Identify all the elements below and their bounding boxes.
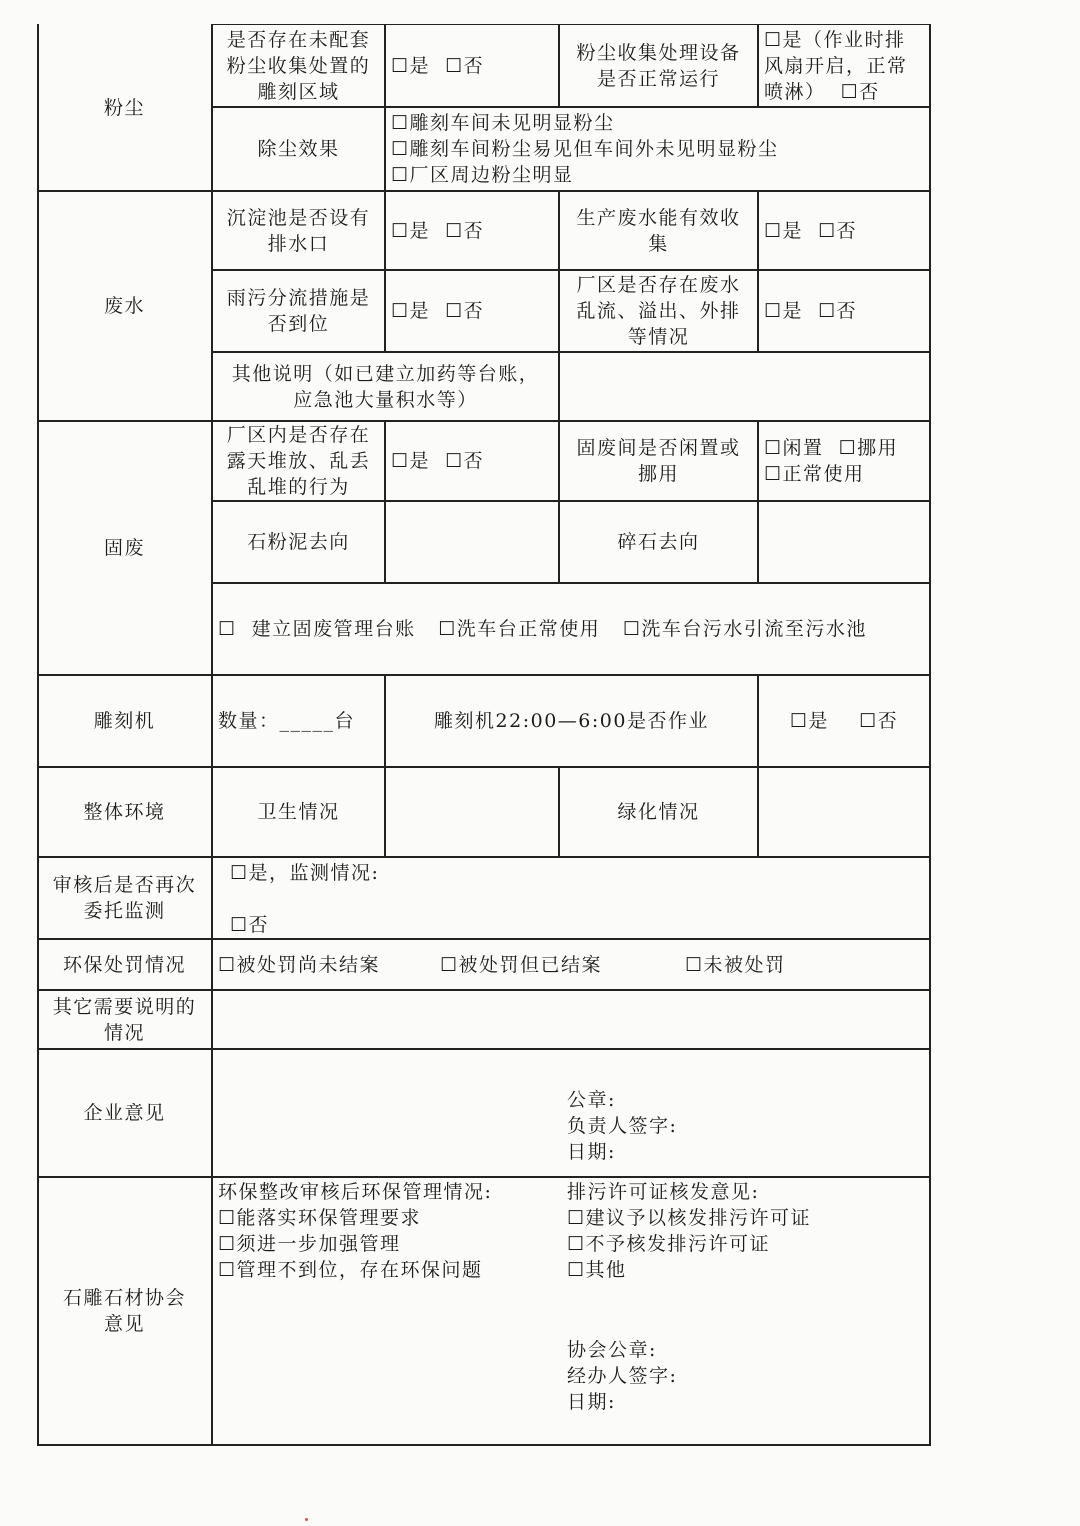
dust-uncollected-area-question: 是否存在未配套 粉尘收集处置的 雕刻区域: [226, 28, 371, 103]
penalty-closed-option[interactable]: ☐被处罚但已结案: [440, 954, 603, 976]
wastewater-collection-question: 生产废水能有效收 集: [576, 206, 741, 255]
rain-sewage-separation-options[interactable]: ☐是 ☐否: [391, 300, 485, 322]
dust-equipment-question: 粉尘收集处理设备 是否正常运行: [576, 41, 741, 90]
waste-room-usage-options[interactable]: ☐闲置 ☐挪用 ☐正常使用: [764, 437, 899, 485]
category-other-notes: 其它需要说明的 情况: [52, 995, 197, 1044]
sedimentation-outlet-options[interactable]: ☐是 ☐否: [391, 219, 485, 242]
category-dust: 粉尘: [103, 96, 145, 119]
sedimentation-outlet-question: 沉淀池是否设有 排水口: [226, 206, 371, 255]
category-re-monitoring: 审核后是否再次 委托监测: [52, 874, 197, 922]
wastewater-overflow-options[interactable]: ☐是 ☐否: [764, 300, 858, 322]
waste-room-usage-question: 固废间是否闲置或 挪用: [576, 437, 741, 485]
night-operation-question: 雕刻机22:00—6:00是否作业: [434, 710, 709, 732]
wastewater-collection-options[interactable]: ☐是 ☐否: [764, 219, 858, 242]
inspection-form-table: [37, 24, 931, 1446]
open-air-dumping-options[interactable]: ☐是 ☐否: [391, 450, 485, 472]
enterprise-signature-block: 公章: 负责人签字: 日期:: [567, 1089, 678, 1163]
association-management-status[interactable]: 环保整改审核后环保管理情况: ☐能落实环保管理要求 ☐须进一步加强管理 ☐管理不到位，存在环保问题: [218, 1181, 493, 1281]
engraving-machine-count[interactable]: 数量：_____台: [218, 710, 356, 732]
wastewater-other-notes-label: 其他说明（如已建立加药等台账， 应急池大量积水等）: [231, 362, 540, 411]
night-operation-options[interactable]: ☐是 ☐否: [789, 710, 899, 732]
penalty-none-option[interactable]: ☐未被处罚: [685, 954, 786, 976]
rain-sewage-separation-question: 雨污分流措施是 否到位: [226, 287, 371, 335]
sanitation-label: 卫生情况: [257, 801, 340, 823]
dust-uncollected-area-options[interactable]: ☐是 ☐否: [391, 54, 485, 77]
association-permit-opinion[interactable]: 排污许可证核发意见: ☐建议予以核发排污许可证 ☐不予核发排污许可证 ☐其他: [567, 1181, 812, 1281]
association-signature-block: 协会公章: 经办人签字: 日期:: [567, 1339, 678, 1413]
ink-speck: [305, 1518, 308, 1521]
stone-sludge-destination-label: 石粉泥去向: [247, 531, 350, 553]
gravel-destination-label: 碎石去向: [617, 531, 700, 553]
category-wastewater: 废水: [103, 295, 145, 317]
category-engraving-machine: 雕刻机: [93, 710, 156, 732]
dust-removal-effect-label: 除尘效果: [257, 138, 340, 160]
re-monitoring-no-option[interactable]: ☐否: [230, 914, 270, 936]
re-monitoring-yes-option[interactable]: ☐是，监测情况:: [230, 862, 380, 884]
wastewater-overflow-question: 厂区是否存在废水 乱流、溢出、外排 等情况: [576, 274, 741, 348]
category-association-opinion: 石雕石材协会 意见: [62, 1287, 186, 1335]
category-enterprise-opinion: 企业意见: [83, 1102, 166, 1124]
solid-waste-checklist[interactable]: ☐ 建立固废管理台账 ☐洗车台正常使用 ☐洗车台污水引流至污水池: [218, 618, 867, 640]
category-solid-waste: 固废: [103, 537, 145, 559]
greening-label: 绿化情况: [617, 801, 700, 823]
open-air-dumping-question: 厂区内是否存在 露天堆放、乱丢 乱堆的行为: [226, 424, 371, 498]
dust-removal-effect-options[interactable]: ☐雕刻车间未见明显粉尘 ☐雕刻车间粉尘易见但车间外未见明显粉尘 ☐厂区周边粉尘明显: [391, 112, 779, 186]
category-overall-environment: 整体环境: [83, 801, 166, 823]
penalty-pending-option[interactable]: ☐被处罚尚未结案: [218, 954, 381, 976]
dust-equipment-options[interactable]: ☐是（作业时排 风扇开启，正常 喷淋） ☐否: [764, 28, 908, 103]
category-penalty: 环保处罚情况: [62, 953, 186, 976]
